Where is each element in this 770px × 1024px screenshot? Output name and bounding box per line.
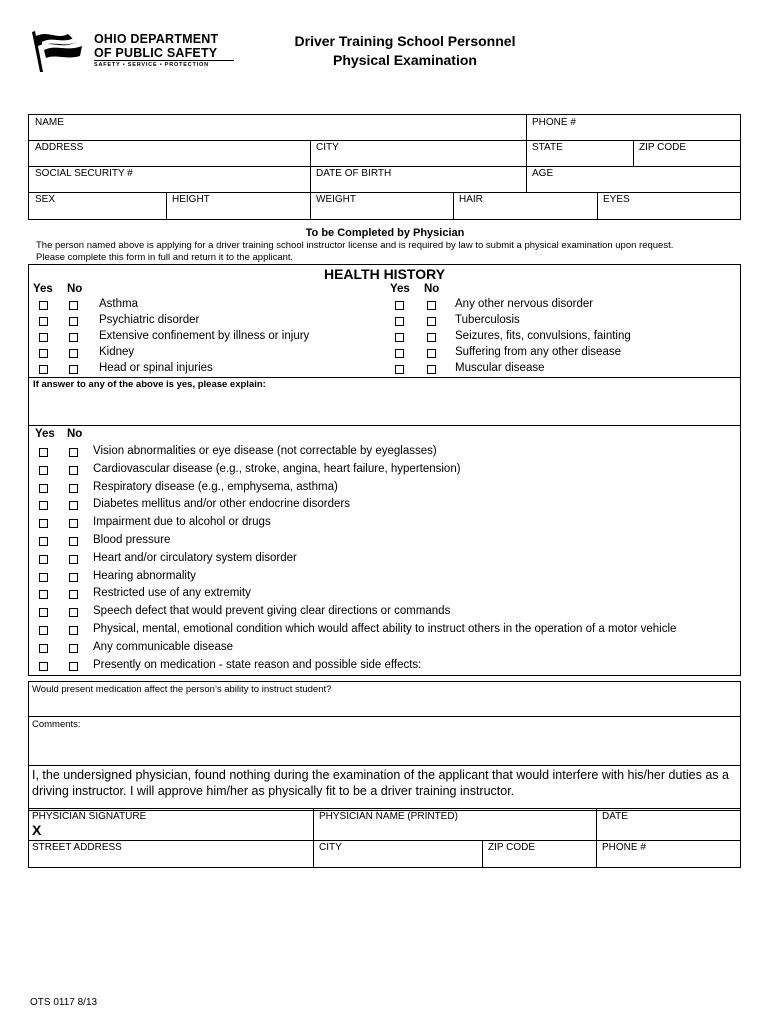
instructions-line2: Please complete this form in full and return it to the applicant. (36, 252, 294, 263)
height-field[interactable] (166, 192, 310, 219)
health-item-left: Kidney (99, 346, 135, 358)
applicant-info-table (28, 114, 741, 220)
sex-field[interactable] (29, 192, 166, 219)
no-header-right: No (424, 283, 440, 295)
dob-field[interactable] (310, 166, 526, 192)
ssn-label: SOCIAL SECURITY # (35, 168, 133, 179)
phone-field[interactable] (526, 115, 740, 140)
health-item-left: Extensive confinement by illness or injury (99, 330, 310, 342)
no-checkbox[interactable] (69, 484, 78, 493)
street-address-field[interactable] (29, 840, 313, 867)
name-field[interactable] (29, 115, 526, 140)
no-checkbox[interactable] (69, 317, 78, 326)
no-checkbox[interactable] (69, 301, 78, 310)
medication-answer-input[interactable] (29, 696, 740, 716)
form-title-line1: Driver Training School Personnel (294, 33, 516, 49)
eyes-label: EYES (603, 194, 630, 205)
no-checkbox[interactable] (69, 448, 78, 457)
condition-item: Speech defect that would prevent giving clear directions or commands (93, 605, 451, 617)
city-label: CITY (316, 142, 339, 153)
yes-checkbox[interactable] (39, 349, 48, 358)
medication-question: Would present medication affect the person’s ability to instruct student? (32, 684, 332, 695)
age-field[interactable] (526, 166, 740, 192)
instructions-line1: The person named above is applying for a driver training school instructor license and is required by law to submit a physical examination upon request. (36, 240, 674, 251)
physician-section-heading: To be Completed by Physician (305, 227, 465, 239)
no-checkbox[interactable] (69, 501, 78, 510)
dob-label: DATE OF BIRTH (316, 168, 392, 179)
yes-checkbox[interactable] (39, 626, 48, 635)
condition-item: Respiratory disease (e.g., emphysema, asthma) (93, 481, 338, 493)
health-item-left: Psychiatric disorder (99, 314, 200, 326)
eyes-field[interactable] (597, 192, 740, 219)
no-checkbox[interactable] (427, 349, 436, 358)
condition-item: Hearing abnormality (93, 570, 196, 582)
no-checkbox[interactable] (427, 365, 436, 374)
hair-field[interactable] (453, 192, 597, 219)
no-checkbox[interactable] (427, 301, 436, 310)
no-checkbox[interactable] (69, 333, 78, 342)
yes-checkbox[interactable] (39, 590, 48, 599)
name-label: NAME (35, 117, 64, 128)
certification-line1: I, the undersigned physician, found nothing during the examination of the applicant that would interfere with his/her duties as a (32, 768, 729, 782)
date-label: DATE (602, 811, 628, 822)
yes-checkbox[interactable] (395, 365, 404, 374)
yes-checkbox[interactable] (39, 317, 48, 326)
yes-checkbox[interactable] (39, 484, 48, 493)
condition-item: Vision abnormalities or eye disease (not correctable by eyeglasses) (93, 445, 437, 457)
phone-label: PHONE # (532, 117, 576, 128)
yes-header-right: Yes (390, 283, 410, 295)
org-tagline: SAFETY • SERVICE • PROTECTION (94, 62, 209, 68)
medication-comments-box (28, 681, 741, 811)
org-name-line1: OHIO DEPARTMENT (94, 32, 219, 46)
physician-signature-field[interactable] (29, 809, 313, 840)
health-history-heading: HEALTH HISTORY (323, 266, 446, 282)
yes-checkbox[interactable] (395, 301, 404, 310)
odps-logo (30, 28, 230, 74)
yes-checkbox[interactable] (39, 365, 48, 374)
condition-item: Presently on medication - state reason and possible side effects: (93, 659, 422, 671)
physician-city-field[interactable] (313, 840, 482, 867)
yes-checkbox[interactable] (39, 537, 48, 546)
no-checkbox[interactable] (69, 573, 78, 582)
condition-item: Impairment due to alcohol or drugs (93, 516, 271, 528)
condition-item: Heart and/or circulatory system disorder (93, 552, 297, 564)
no-checkbox[interactable] (69, 365, 78, 374)
health-history-box (28, 264, 741, 676)
hair-label: HAIR (459, 194, 483, 205)
no-header-left: No (67, 283, 83, 295)
health-item-left: Head or spinal injuries (99, 362, 213, 374)
no-checkbox[interactable] (69, 537, 78, 546)
yes-checkbox[interactable] (39, 501, 48, 510)
physician-signature-label: PHYSICIAN SIGNATURE (32, 811, 147, 822)
yes-checkbox[interactable] (39, 555, 48, 564)
yes-checkbox[interactable] (395, 349, 404, 358)
state-field[interactable] (526, 140, 633, 166)
yes-checkbox[interactable] (39, 608, 48, 617)
comments-input[interactable] (29, 731, 740, 765)
no-checkbox[interactable] (427, 333, 436, 342)
yes-checkbox[interactable] (39, 466, 48, 475)
health-item-right: Any other nervous disorder (455, 298, 594, 310)
physician-name-field[interactable] (313, 809, 596, 840)
condition-item: Physical, mental, emotional condition which would affect ability to instruct others in the operation of a motor vehicle (93, 623, 677, 635)
state-label: STATE (532, 142, 563, 153)
yes-checkbox[interactable] (39, 301, 48, 310)
date-field[interactable] (596, 809, 740, 840)
physician-name-label: PHYSICIAN NAME (PRINTED) (319, 811, 458, 822)
no-checkbox[interactable] (427, 317, 436, 326)
condition-item: Any communicable disease (93, 641, 233, 653)
zip-field[interactable] (633, 140, 740, 166)
no-checkbox[interactable] (69, 466, 78, 475)
physician-city-label: CITY (319, 842, 342, 853)
physician-zip-label: ZIP CODE (488, 842, 536, 853)
zip-label: ZIP CODE (639, 142, 687, 153)
no-checkbox[interactable] (69, 519, 78, 528)
physician-zip-field[interactable] (482, 840, 596, 867)
physician-info-table (28, 808, 741, 868)
yes-checkbox[interactable] (39, 448, 48, 457)
sex-label: SEX (35, 194, 56, 205)
explain-label: If answer to any of the above is yes, please explain: (33, 379, 266, 390)
city-field[interactable] (310, 140, 526, 166)
signature-mark: X (32, 822, 42, 838)
no-checkbox[interactable] (69, 349, 78, 358)
no-checkbox[interactable] (69, 590, 78, 599)
weight-label: WEIGHT (316, 194, 356, 205)
yes-checkbox[interactable] (39, 333, 48, 342)
physician-phone-field[interactable] (596, 840, 740, 867)
age-label: AGE (532, 168, 554, 179)
certification-line2: driving instructor. I will approve him/her as physically fit to be a driver training instructor. (32, 784, 515, 798)
ssn-field[interactable] (29, 166, 310, 192)
yes-checkbox[interactable] (395, 333, 404, 342)
weight-field[interactable] (310, 192, 453, 219)
yes-checkbox[interactable] (39, 519, 48, 528)
health-item-right: Seizures, fits, convulsions, fainting (455, 330, 631, 342)
health-item-right: Tuberculosis (455, 314, 520, 326)
form-title-line2: Physical Examination (333, 52, 477, 68)
comments-label: Comments: (32, 719, 81, 730)
health-item-right: Muscular disease (455, 362, 545, 374)
ohio-flag-icon (30, 28, 90, 74)
no-checkbox[interactable] (69, 644, 78, 653)
no-header-conditions: No (67, 428, 83, 440)
health-item-right: Suffering from any other disease (455, 346, 621, 358)
yes-checkbox[interactable] (39, 573, 48, 582)
height-label: HEIGHT (172, 194, 210, 205)
yes-checkbox[interactable] (39, 662, 48, 671)
yes-checkbox[interactable] (395, 317, 404, 326)
org-name-line2: OF PUBLIC SAFETY (94, 46, 218, 60)
address-field[interactable] (29, 140, 310, 166)
condition-item: Restricted use of any extremity (93, 587, 251, 599)
logo-divider (94, 60, 234, 61)
yes-header-left: Yes (33, 283, 53, 295)
condition-item: Blood pressure (93, 534, 171, 546)
condition-item: Diabetes mellitus and/or other endocrine disorders (93, 498, 350, 510)
explain-input[interactable] (29, 389, 740, 425)
health-item-left: Asthma (99, 298, 138, 310)
street-address-label: STREET ADDRESS (32, 842, 122, 853)
no-checkbox[interactable] (69, 626, 78, 635)
condition-item: Cardiovascular disease (e.g., stroke, angina, heart failure, hypertension) (93, 463, 461, 475)
yes-checkbox[interactable] (39, 644, 48, 653)
no-checkbox[interactable] (69, 662, 78, 671)
form-id: OTS 0117 8/13 (30, 997, 98, 1008)
no-checkbox[interactable] (69, 608, 78, 617)
physician-phone-label: PHONE # (602, 842, 646, 853)
address-label: ADDRESS (35, 142, 84, 153)
yes-header-conditions: Yes (35, 428, 55, 440)
no-checkbox[interactable] (69, 555, 78, 564)
